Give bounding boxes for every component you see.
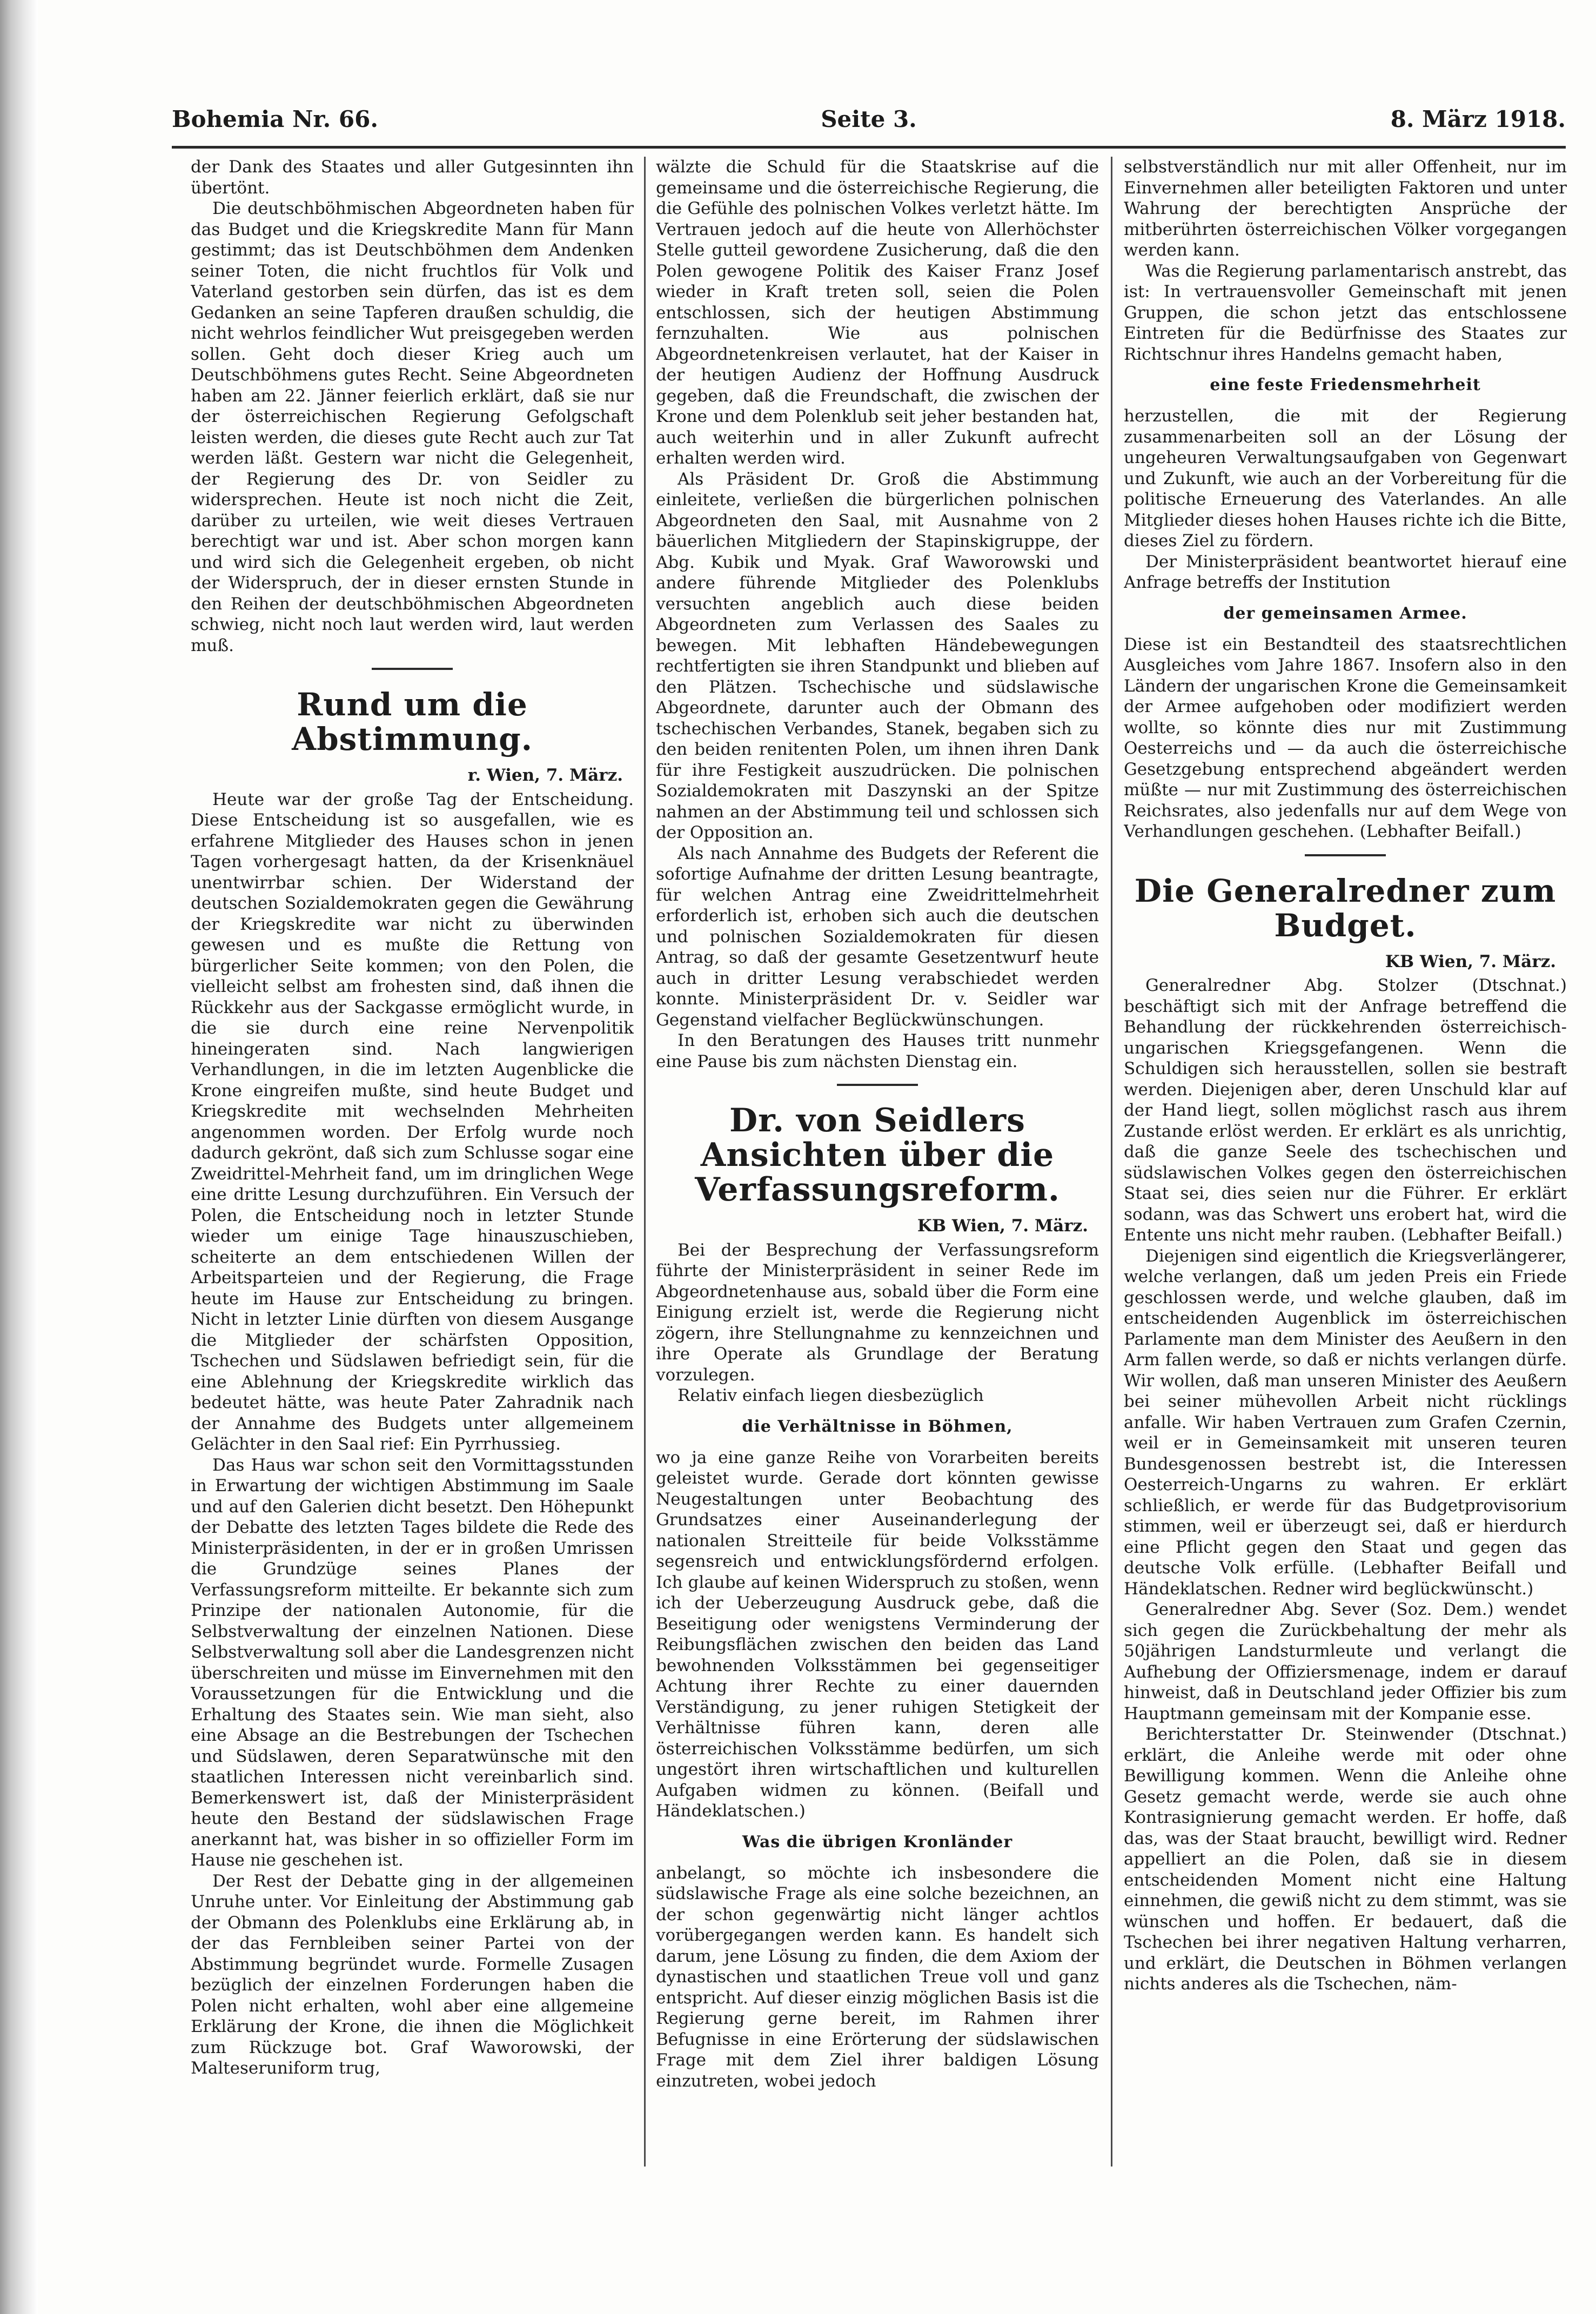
paragraph: Als Präsident Dr. Groß die Abstimmung einleitete, verließen die bürgerlichen polnischen Abgeordneten den Saal, mit Ausnahme von 2 bäuerlichen Mitgliedern der Stapinskigruppe, der Abg. Kubik und Myak. Graf Waworowski und andere führende Mitglieder des Polenklubs versuchten angeblich auch diese beiden Abgeordneten zum Verlassen des Saales zu bewegen. Mit lebhaften Händebewegungen rechtfertigten sie ihren Standpunkt und blieben auf den Plätzen. Tschechische und südslawische Abgeordnete, darunter auch der Obmann des tschechischen Verbandes, Stanek, begaben sich zu den beiden renitenten Polen, um ihnen ihren Dank für ihre Festigkeit auszudrücken. Die polnischen Sozialdemokraten mit Daszynski an der Spitze nahmen an der Abstimmung teil und schlossen sich der Opposition an. xyxy=(656,469,1099,842)
header-page-number: Seite 3. xyxy=(821,106,917,132)
header-publication: Bohemia Nr. 66. xyxy=(172,106,378,132)
section-subheading: Was die übrigen Kronländer xyxy=(742,1832,1013,1852)
paragraph: Relativ einfach liegen diesbezüglich xyxy=(678,1386,984,1405)
header-date: 8. März 1918. xyxy=(1390,106,1566,132)
paragraph: Das Haus war schon seit den Vormittagsstunden in Erwartung der wichtigen Abstimmung im Saale und auf den Galerien dicht besetzt. Den Höhepunkt der Debatte des letzten Tages bildete die Rede des Ministerpräsidenten, in der er in großen Umrissen die Grundzüge seines Planes der Verfassungsreform mitteilte. Er bekannte sich zum Prinzipe der nationalen Autonomie, für die Selbstverwaltung der einzelnen Nationen. Diese Selbstverwaltung soll aber die Landesgrenzen nicht überschreiten und müsse im Einvernehmen mit den Voraussetzungen für die Entwicklung und die Erhaltung des Staates sein. Wie man sieht, also eine Absage an die Bestrebungen der Tschechen und Südslawen, deren Separatwünsche mit den staatlichen Interessen nicht vereinbarlich sind. Bemerkenswert ist, daß der Ministerpräsident heute den Bestand der südslawischen Frage anerkannt hat, was bisher in so offizieller Form im Hause nie geschehen ist. xyxy=(191,1455,634,1870)
paragraph: Diejenigen sind eigentlich die Kriegsverlängerer, welche verlangen, daß um jeden Preis ein Friede geschlossen werde, und welche glauben, daß im entscheidenden Augenblick im österreichischen Parlamente man dem Minister des Aeußern in den Arm fallen werde, so daß er nichts verlangen dürfe. Wir wollen, daß man unseren Minister des Aeußern bei seiner mühevollen Arbeit nicht rücklings anfalle. Wir haben Vertrauen zum Grafen Czernin, weil er in Gemeinsamkeit mit unseren teuren Bundesgenossen bestrebt ist, die Interessen Oesterreich-Ungarns zu wahren. Er erklärt schließlich, er werde für das Budgetprovisorium stimmen, weil er überzeugt sei, daß er hierdurch eine Pflicht gegen den Staat und gegen das deutsche Volk erfülle. (Lebhafter Beifall und Händeklatschen. Redner wird beglückwünscht.) xyxy=(1124,1246,1567,1599)
article-dateline: KB Wien, 7. März. xyxy=(917,1216,1088,1236)
paragraph: Als nach Annahme des Budgets der Referent die sofortige Aufnahme der dritten Lesung beantragte, für welchen Antrag eine Zweidrittelmehrheit erforderlich ist, erhoben sich auch die deutschen und polnischen Sozialdemokraten für diesen Antrag, so daß der gesamte Gesetzentwurf heute auch in dritter Lesung verabschiedet werden konnte. Ministerpräsident Dr. v. Seidler war Gegenstand vielfacher Beglückwünschungen. xyxy=(656,843,1099,1030)
paragraph: Generalredner Abg. Stolzer (Dtschnat.) beschäftigt sich mit der Anfrage betreffend die Behandlung der rückkehrenden österreichisch-ungarischen Kriegsgefangenen. Wenn die Schuldigen sich herausstellen, sollen sie bestraft werden. Diejenigen aber, deren Unschuld klar auf der Hand liegt, sollen möglichst rasch aus ihrem Zustande erlöst werden. Er erklärt es als unrichtig, daß die ganze Seele des tschechischen und südslawischen Volkes gegen den österreichischen Staat sei, dies seien nur die Führer. Er erklärt sodann, was das Schwert uns erobert hat, wird die Entente uns nicht mehr rauben. (Lebhafter Beifall.) xyxy=(1124,976,1567,1245)
paragraph: In den Beratungen des Hauses tritt nunmehr eine Pause bis zum nächsten Dienstag ein. xyxy=(656,1031,1099,1071)
article-headline: Rund um die Abstimmung. xyxy=(292,686,533,757)
article-dateline: r. Wien, 7. März. xyxy=(467,766,623,785)
paragraph: Der Rest der Debatte ging in der allgemeinen Unruhe unter. Vor Einleitung der Abstimmung gab der Obmann des Polenklubs eine Erklärung ab, in der das Fernbleiben seiner Partei von der Abstimmung begründet wurde. Formelle Zusagen bezüglich der einzelnen Forderungen haben die Polen nicht erhalten, wohl aber eine allgemeine Erklärung der Krone, die ihnen die Möglichkeit zum Rückzuge bot. Graf Waworowski, der Malteseruniform trug, xyxy=(191,1871,634,2078)
header-rule xyxy=(172,146,1566,149)
page-header xyxy=(172,106,1566,144)
paragraph: Generalredner Abg. Sever (Soz. Dem.) wendet sich gegen die Zurückbehaltung der mehr als 50jährigen Landsturmleute und verlangt die Aufhebung der Offiziersmenage, indem er darauf hinweist, daß in Deutschland jeder Offizier bis zum Hauptmann gemeinsam mit der Kompanie esse. xyxy=(1124,1600,1567,1723)
section-subheading: eine feste Friedensmehrheit xyxy=(1210,375,1481,394)
paragraph: wo ja eine ganze Reihe von Vorarbeiten bereits geleistet wurde. Gerade dort könnten gewisse Neugestaltungen unter Beobachtung des Grundsatzes einer Auseinanderlegung der nationalen Streitteile für beide Volksstämme segensreich und entwicklungsfördernd erfolgen. Ich glaube auf keinen Widerspruch zu stoßen, wenn ich der Ueberzeugung Ausdruck gebe, daß die Beseitigung oder wenigstens Verminderung der Reibungsflächen zwischen den beiden das Land bewohnenden Volksstämmen bei gegenseitiger Achtung ihrer Rechte zu einer dauernden Verständigung, zu jener ruhigen Stetigkeit der Verhältnisse führen kann, deren alle österreichischen Volksstämme bedürfen, um sich ungestört ihren wirtschaftlichen und kulturellen Aufgaben widmen zu können. (Beifall und Händeklatschen.) xyxy=(656,1447,1099,1821)
paragraph: Berichterstatter Dr. Steinwender (Dtschnat.) erklärt, die Anleihe werde mit oder ohne Bewilligung kommen. Wenn die Anleihe ohne Gesetz gemacht werde, werde sie auch ohne Kontrasignierung gemacht werden. Er hoffe, daß das, was der Staat braucht, bewilligt wird. Redner appelliert an die Polen, daß sie in diesem entscheidenden Moment nicht eine Haltung einnehmen, die gewiß nicht zu dem stimmt, was sie wünschen und hoffen. Er bedauert, daß die Tschechen bei ihrer negativen Haltung verharren, und erklärt, die Deutschen in Böhmen verlangen nichts anderes als die Tschechen, näm- xyxy=(1124,1725,1567,1994)
page-fold-shadow xyxy=(0,0,38,2314)
column-divider xyxy=(644,157,646,2167)
paragraph: selbstverständlich nur mit aller Offenheit, nur im Einvernehmen aller beteiligten Faktoren und unter Wahrung der berechtigten Ansprüche der mitberührten österreichischen Völker vorgegangen werden kann. xyxy=(1124,157,1567,260)
paragraph: Der Ministerpräsident beantwortet hierauf eine Anfrage betreffs der Institution xyxy=(1124,552,1567,592)
paragraph: Was die Regierung parlamentarisch anstrebt, das ist: In vertrauensvoller Gemeinschaft mit jenen Gruppen, die schon jetzt das entschlossene Eintreten für die Bedürfnisse des Staates zur Richtschnur ihres Handelns gemacht haben, xyxy=(1124,261,1567,364)
column-1 xyxy=(191,157,634,2167)
paragraph: Heute war der große Tag der Entscheidung. Diese Entscheidung ist so ausgefallen, wie es erfahrene Mitglieder des Hauses schon in jenen Tagen vorhergesagt hatten, da der Krisenknäuel unentwirrbar schien. Der Widerstand der deutschen Sozialdemokraten gegen die Gewährung der Kriegskredite war nicht zu überwinden gewesen und es mußte die Rettung von bürgerlicher Seite kommen; von den Polen, die vielleicht selbst am frohesten sind, daß ihnen die Rückkehr aus der Sackgasse ermöglicht wurde, in die sie durch eine reine Nervenpolitik hineingeraten sind. Nach langwierigen Verhandlungen, in die im letzten Augenblicke die Krone eingreifen mußte, sind heute Budget und Kriegskredite mit wechselnden Mehrheiten angenommen worden. Der Erfolg wurde noch dadurch gekrönt, daß sich zum Schlusse sogar eine Zweidrittel-Mehrheit fand, um im dringlichen Wege eine dritte Lesung durchzuführen. Ein Versuch der Polen, die Entscheidung noch in letzter Stunde wieder um einige Tage hinauszuschieben, scheiterte an dem entschiedenen Willen der Arbeitsparteien und der Regierung, die Frage heute im Hause zur Entscheidung zu bringen. Nicht in letzter Linie dürften von diesem Ausgange die Mitglieder der schärfsten Opposition, Tschechen und Südslawen befriedigt sein, für die eine Ablehnung der Kriegskredite wirklich das bedeutet hätte, was heute Pater Zahradnik nach der Annahme des Budgets unter allgemeinem Gelächter in den Saal rief: Ein Pyrrhussieg. xyxy=(191,789,634,1454)
column-3 xyxy=(1124,157,1567,2167)
article-headline: Die Generalredner zum Budget. xyxy=(1134,872,1557,944)
column-divider xyxy=(1111,157,1112,2167)
article-dateline: KB Wien, 7. März. xyxy=(1385,951,1556,971)
section-divider xyxy=(372,668,453,670)
paragraph: der Dank des Staates und aller Gutgesinnten ihn übertönt. xyxy=(191,157,634,198)
paragraph: Die deutschböhmischen Abgeordneten haben für das Budget und die Kriegskredite Mann für Mann gestimmt; das ist Deutschböhmen dem Andenken seiner Toten, die nicht fruchtlos für Volk und Vaterland gestorben sein dürfen, das ist es dem Gedanken an seine Tapferen draußen schuldig, die nicht wehrlos feindlicher Wut preisgegeben werden sollen. Geht doch dieser Krieg auch um Deutschböhmens gutes Recht. Seine Abgeordneten haben am 22. Jänner feierlich erklärt, daß sie nur der österreichischen Regierung Gefolgschaft leisten werden, die dieses gute Recht auch zur Tat werden läßt. Gestern war nicht die Gelegenheit, der Regierung des Dr. von Seidler zu widersprechen. Heute ist noch nicht die Zeit, darüber zu urteilen, wie weit dieses Vertrauen berechtigt war und ist. Aber schon morgen kann und wird sich die Gelegenheit ergeben, ob nicht der Widerspruch, der in dieser ernsten Stunde in den Reihen der deutschböhmischen Abgeordneten schwieg, nicht noch laut werden wird, laut werden muß. xyxy=(191,199,634,655)
paragraph: herzustellen, die mit der Regierung zusammenarbeiten soll an der Lösung der ungeheuren Verwaltungsaufgaben von Gegenwart und Zukunft, wie auch an der Vorbereitung für die politische Erneuerung des Vaterlandes. An alle Mitglieder dieses hohen Hauses richte ich die Bitte, dieses Ziel zu fördern. xyxy=(1124,406,1567,551)
section-divider xyxy=(837,1084,918,1086)
section-subheading: der gemeinsamen Armee. xyxy=(1223,603,1467,623)
section-subheading: die Verhältnisse in Böhmen, xyxy=(742,1417,1013,1436)
column-2 xyxy=(656,157,1099,2167)
paragraph: anbelangt, so möchte ich insbesondere die südslawische Frage als eine solche bezeichnen, an der schon gegenwärtig nicht länger achtlos vorübergegangen werden kann. Es handelt sich darum, jene Lösung zu finden, die dem Axiom der dynastischen und staatlichen Treue voll und ganz entspricht. Auf dieser einzig möglichen Basis ist die Regierung gerne bereit, im Rahmen ihrer Befugnisse in eine Erörterung der südslawischen Frage mit dem Ziel ihrer baldigen Lösung einzutreten, wobei jedoch xyxy=(656,1863,1099,2091)
paragraph: wälzte die Schuld für die Staatskrise auf die gemeinsame und die österreichische Regierung, die die Gefühle des polnischen Volkes verletzt hätte. Im Vertrauen jedoch auf die heute von Allerhöchster Stelle gutteil gewordene Zusicherung, daß die den Polen gewogene Politik des Kaiser Franz Josef wieder in Kraft treten soll, seien die Polen entschlossen, sich der heutigen Abstimmung fernzuhalten. Wie aus polnischen Abgeordnetenkreisen verlautet, hat der Kaiser in der heutigen Audienz der Hoffnung Ausdruck gegeben, daß die Freundschaft, die zwischen der Krone und dem Polenklub seit jeher bestanden hat, auch weiterhin und in aller Zukunft aufrecht erhalten werden wird. xyxy=(656,157,1099,468)
paragraph: Bei der Besprechung der Verfassungsreform führte der Ministerpräsident in seiner Rede im Abgeordnetenhause aus, sobald über die Form eine Einigung erzielt ist, werde die Regierung nicht zögern, ihre Stellungnahme zu kennzeichnen und ihre Operate als Grundlage der Beratung vorzulegen. xyxy=(656,1240,1099,1385)
paragraph: Diese ist ein Bestandteil des staatsrechtlichen Ausgleiches vom Jahre 1867. Insofern also in den Ländern der ungarischen Krone die Gemeinsamkeit der Armee aufgehoben oder modifiziert werden wollte, so könnte dies nur mit Zustimmung Oesterreichs und — da auch die österreichische Gesetzgebung entsprechend abgeändert werden müßte — nur mit Zustimmung des österreichischen Reichsrates, also jedenfalls nur auf dem Wege von Verhandlungen geschehen. (Lebhafter Beifall.) xyxy=(1124,634,1567,841)
newspaper-page xyxy=(38,0,1596,2314)
section-divider xyxy=(1305,854,1386,856)
article-headline: Dr. von Seidlers Ansichten über die Verfassungsreform. xyxy=(695,1102,1060,1209)
